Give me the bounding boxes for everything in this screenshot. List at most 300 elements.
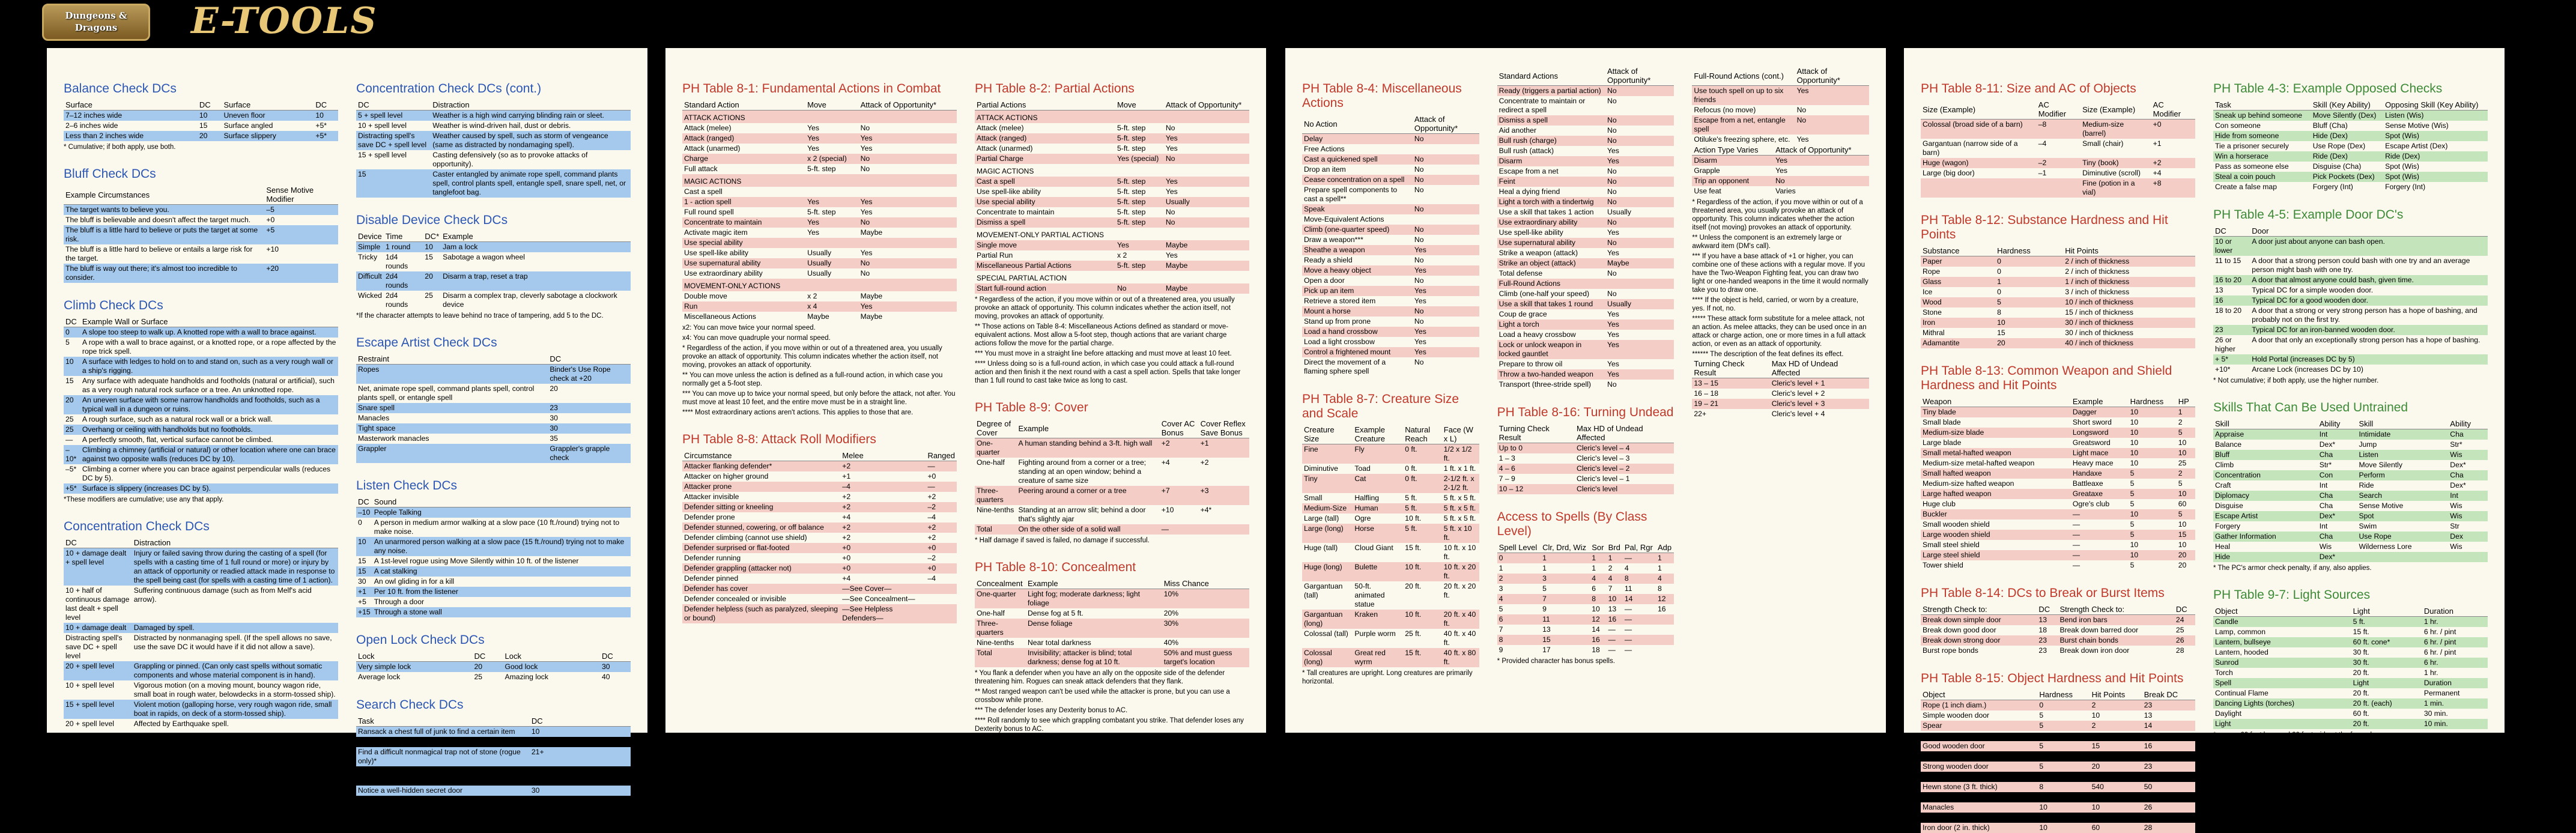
table-cell: Colossal (broad side of a barn) — [1921, 120, 2037, 139]
table-cell: Attacker invisible — [684, 492, 739, 501]
column-header: AC Modifier — [2151, 100, 2195, 120]
table-cell: Good lock — [503, 662, 600, 673]
table-cell: 26 or higher — [2215, 336, 2235, 353]
table-cell: 5 — [2129, 489, 2177, 499]
table-cell: Dancing Lights (torches) — [2213, 698, 2351, 709]
table-cell: No — [860, 124, 870, 132]
table-cell: Coup de grace — [1499, 310, 1547, 318]
table-cell: Permanent — [2423, 689, 2460, 697]
table-cell: 40% — [1163, 638, 1179, 647]
table-cell: Lantern, bullseye — [2213, 637, 2351, 647]
table-cell: 2 — [2178, 418, 2183, 426]
table-row — [682, 217, 957, 228]
table-cell: 5 — [2039, 752, 2044, 760]
column-header: Attack of Opportunity* — [859, 100, 957, 111]
table-cell: An unarmored person walking at a slow pace (15 ft./round) trying not to make any noise. — [372, 537, 631, 556]
table-cell: Yes — [1414, 338, 1426, 346]
column-header: Adp — [1656, 542, 1674, 553]
table-cell: 10 — [2130, 459, 2139, 467]
table-header-row — [1497, 66, 1674, 86]
table-cell: Yes — [1607, 360, 1619, 368]
table-cell: Break down simple door — [1921, 615, 2037, 626]
table-row — [2213, 688, 2488, 698]
table-cell: No — [1164, 154, 1249, 164]
table-cell: Yes — [1165, 187, 1178, 196]
table-cell: Use a skill that takes 1 round — [1497, 299, 1605, 309]
table-cell: Typical DC for a good wooden door. — [2250, 295, 2488, 306]
table-cell: –4 — [840, 482, 926, 492]
table-cell: 15 + spell level — [358, 151, 407, 159]
table-cell: 1 — [1499, 564, 1503, 572]
table-cell: Weather caused by spell, such as storm of vengeance (same as distracted by nondamaging spell). — [431, 131, 631, 150]
table-cell: Tricky — [358, 253, 378, 261]
table-cell: Run — [682, 301, 805, 312]
table-title: PH Table 8-12: Substance Hardness and Hit Points — [1921, 213, 2168, 241]
table-cell: 15 — [356, 566, 372, 577]
table-cell: 2 — [2090, 721, 2142, 731]
table-cell: –4 — [927, 513, 936, 521]
table-cell: 5 — [2039, 732, 2044, 740]
table-cell: Hewn stone (3 ft. thick) — [1921, 782, 2037, 792]
table-cell: –4 — [2038, 139, 2047, 148]
table-cell: Yes — [860, 144, 873, 153]
table-cell: Str* — [2319, 461, 2332, 469]
table-cell: No — [1605, 177, 1674, 187]
table-cell: 21+ — [530, 747, 631, 766]
column-header: Spell Level — [1497, 542, 1541, 553]
table-cell: Peering around a corner or a tree — [1016, 486, 1159, 505]
column-header: Break DC — [2142, 689, 2195, 700]
page-combat-actions — [665, 48, 1266, 733]
table-row — [1302, 347, 1479, 357]
table-cell: 10 — [2177, 489, 2195, 499]
table-cell: Daylight — [2215, 709, 2242, 718]
table-row — [682, 164, 957, 174]
table-cell: 4 — [1497, 594, 1541, 604]
table-cell: Cease concentration on a spell — [1302, 175, 1413, 185]
table-footnote: * Regardless of the action, if you move within or out of a threatened area, you usually provoke an attack of opportunity. This column indicates whether the action itself (not moving) provokes an attack of opportunity. — [1692, 199, 1863, 231]
table-row — [2213, 542, 2488, 552]
table-header-row — [356, 231, 631, 242]
table-cell: Wis — [2448, 511, 2488, 521]
column-header: Door — [2250, 226, 2488, 237]
table-cell: Battleaxe — [2072, 479, 2103, 488]
table-cell: Spell — [2213, 678, 2351, 688]
table-cell: 1 hr. — [2423, 668, 2438, 677]
table-cell: 20 — [473, 662, 503, 673]
table-cell: No — [1413, 154, 1479, 165]
table-cell: +2 — [840, 523, 926, 533]
table-row — [682, 279, 957, 291]
table-cell: Typical DC for a simple wooden door. — [2252, 286, 2374, 294]
column-header: Hardness — [1995, 246, 2063, 256]
column-header: Attack of Opportunity* — [1774, 145, 1869, 156]
table-cell: 5 — [2037, 762, 2090, 772]
column-header: Attack of Opportunity* — [1413, 114, 1479, 134]
table-cell: Iron — [1921, 318, 1995, 328]
table-row — [682, 301, 957, 312]
table-row — [64, 445, 338, 464]
table-cell: Disarm a trap, reset a trap — [441, 271, 631, 291]
table-cell: Average lock — [358, 673, 401, 681]
table-cell: Total — [975, 648, 1026, 667]
table-cell: 16 — [1657, 605, 1666, 613]
table-cell: Trip an opponent — [1692, 176, 1774, 186]
table-row — [1302, 255, 1479, 265]
table-cell: Hide — [2213, 552, 2318, 562]
table-cell: 5 — [1499, 605, 1503, 613]
table-cell: 13 — [1542, 625, 1551, 634]
dnd-logo[interactable]: Dungeons & Dragons — [42, 4, 150, 41]
table-row — [1302, 317, 1479, 327]
table-cell: Three-quarters — [975, 486, 1016, 505]
table-cell: Notice a well-hidden secret door — [356, 786, 530, 796]
table-cell: Dex* — [2450, 481, 2466, 489]
table-cell: –4 — [927, 574, 936, 583]
table-row — [64, 121, 338, 131]
table-cell: MAGIC ACTIONS — [977, 167, 1034, 175]
table-row — [975, 505, 1249, 524]
data-table — [975, 578, 1249, 667]
table-footnote: x4: You can move quadruple your normal speed. — [682, 335, 831, 342]
table-cell: Lantern, hooded — [2215, 648, 2268, 656]
table-cell: 10 — [198, 111, 222, 121]
table-title: PH Table 8-14: DCs to Break or Burst Items — [1921, 586, 2165, 600]
table-cell: 25 — [474, 673, 483, 681]
table-footnote: * Regardless of the action, if you move within or out of a threatened area, you usually provoke an attack of opportunity. This column indicates whether the action itself, not moving, provokes an attack of opportunity. — [682, 345, 942, 369]
table-cell: 0 — [1997, 267, 2001, 276]
table-cell: Disarm a complex trap, cleverly sabotage a clockwork device — [443, 291, 617, 309]
table-cell: 60 ft. cone* — [2351, 637, 2422, 647]
table-cell: Cast a spell — [684, 187, 723, 196]
table-cell — [805, 279, 858, 291]
table-cell: Continual Flame — [2215, 689, 2268, 697]
table-cell: 10 — [2130, 418, 2139, 426]
table-cell: Near total darkness — [1028, 638, 1091, 647]
table-row — [1302, 306, 1479, 317]
table-cell: Masonry wall (1 ft. thick) — [1923, 772, 2002, 781]
table-cell: No — [1413, 204, 1479, 214]
table-cell: Open a door — [1304, 276, 1345, 285]
table-row — [2213, 429, 2488, 440]
table-cell: Delay — [1302, 134, 1413, 145]
table-cell: Yes — [1605, 320, 1674, 330]
table-row — [356, 413, 631, 423]
table-cell: 11 to 15 — [2215, 256, 2241, 265]
table-cell: 5 ft. — [1403, 524, 1442, 543]
data-table — [682, 450, 957, 623]
table-row — [682, 512, 957, 523]
table-footnote: *** The defender loses any Dexterity bonus to AC. — [975, 707, 1128, 714]
table-row — [1497, 594, 1674, 604]
table-cell: 22+ — [1694, 410, 1707, 418]
table-cell: Less than 2 inches wide — [64, 131, 198, 141]
table-cell: No — [859, 258, 957, 268]
table-header-row — [1921, 689, 2195, 700]
table-row — [1921, 635, 2195, 646]
column-header: Distraction — [431, 100, 631, 111]
table-cell: 40 ft. x 80 ft. — [1442, 648, 1479, 667]
table-row — [1497, 268, 1674, 279]
table-row — [64, 327, 338, 338]
table-cell: Dex — [2448, 532, 2488, 542]
table-row — [1921, 428, 2195, 438]
table-cell: — — [2071, 509, 2129, 519]
table-row — [64, 633, 338, 661]
table-cell: +2 — [2151, 158, 2195, 168]
table-cell: 1 — [1542, 564, 1547, 572]
table-cell: 35 — [550, 434, 558, 443]
column-header: No Action — [1302, 114, 1413, 134]
table-cell: — — [2072, 541, 2080, 549]
table-cell: 10 — [2129, 550, 2177, 560]
table-row — [1921, 550, 2195, 560]
table-cell: Attack (ranged) — [975, 133, 1115, 144]
table-row — [975, 197, 1249, 207]
table-cell: Feint — [1497, 177, 1605, 187]
table-cell: Miscellaneous Partial Actions — [975, 261, 1115, 271]
column-header: Move — [1115, 100, 1164, 111]
table-row — [682, 492, 957, 502]
table-row — [356, 566, 631, 577]
table-cell: 10 — [1607, 594, 1623, 604]
table-row — [975, 133, 1249, 144]
table-row — [1497, 248, 1674, 258]
table-row — [1921, 287, 2195, 297]
table-cell — [805, 238, 858, 248]
table-cell: 60 — [2178, 500, 2187, 508]
table-cell: 2d4 rounds — [384, 271, 423, 291]
table-cell: Move a heavy object — [1302, 265, 1413, 276]
table-cell: Notice a typical secret door or a simple trap — [358, 738, 499, 746]
column-header: Cover AC Bonus — [1160, 419, 1199, 438]
table-row — [2213, 709, 2488, 719]
table-cell: Light a torch — [1497, 320, 1605, 330]
table-header-row — [975, 578, 1249, 589]
data-table — [1497, 66, 1674, 390]
table-cell: 5 — [2129, 468, 2177, 479]
table-cell: 20 ft. — [2353, 689, 2369, 697]
table-cell: Concentrate to maintain — [682, 217, 805, 228]
table-cell: Violent motion (galloping horse, very rough wagon ride, small boat in rapids, on deck of a storm-tossed ship). — [132, 700, 338, 719]
table-cell — [2448, 552, 2488, 562]
table-cell: Huge club — [1923, 500, 1956, 508]
table-cell: Chain — [1923, 793, 1942, 801]
table-row — [1921, 277, 2195, 287]
table-cell: No — [1607, 289, 1617, 298]
table-cell: 15 + spell level — [64, 700, 132, 719]
table-cell: Rope — [1923, 267, 1941, 276]
table-cell: Wis — [2450, 542, 2462, 551]
table-cell: 5 — [2037, 741, 2090, 751]
table-cell: Use spell-like ability — [977, 187, 1041, 196]
table-cell: Torch — [2215, 668, 2233, 677]
table-cell: Masterwork manacles — [358, 434, 429, 443]
table-row — [1497, 238, 1674, 248]
table-cell: Tiny — [1302, 474, 1353, 493]
table-cell: Cleric's level – 3 — [1577, 454, 1630, 462]
table-row — [1921, 530, 2195, 540]
table-cell: 90 — [2091, 772, 2100, 781]
table-cell: Through a stone wall — [372, 607, 631, 617]
table-row — [64, 338, 338, 357]
table-cell: Buckler — [1921, 509, 2071, 519]
table-row — [1921, 328, 2195, 338]
data-table — [2213, 419, 2488, 562]
table-cell: Medium-size blade — [1921, 428, 2071, 438]
table-row — [64, 414, 338, 425]
table-cell: No — [1413, 306, 1479, 317]
table-cell: Hide (Dex) — [2311, 131, 2383, 141]
table-footnote: *** You can move up to twice your normal speed, but only before the attack, not after. You must move at least 10 feet, and the entire move must be in a straight line. — [682, 390, 956, 406]
table-row — [1692, 115, 1869, 135]
table-row — [682, 238, 957, 248]
data-table — [64, 538, 338, 729]
table-cell: Wis — [2448, 450, 2488, 460]
table-row — [356, 766, 631, 786]
table-title: PH Table 8-15: Object Hardness and Hit Points — [1921, 671, 2184, 685]
table-cell: 5 — [2130, 561, 2135, 569]
column-header: Light — [2351, 606, 2422, 617]
table-cell: Double move — [684, 292, 727, 300]
table-cell: 15 — [1541, 635, 1590, 645]
table-cell: 10 ft. x 10 ft. — [1443, 544, 1476, 561]
data-table — [1921, 100, 2195, 198]
table-cell: 1 round — [384, 242, 423, 253]
table-cell: Usually — [1605, 299, 1674, 309]
table-cell: 20 ft. x 40 ft. — [1442, 610, 1479, 629]
table-cell: Toad — [1354, 464, 1371, 473]
table-cell: Use feat — [1694, 187, 1721, 195]
data-table — [356, 716, 631, 796]
table-cell: 1 — [1541, 553, 1590, 564]
table-row — [356, 150, 631, 169]
table-cell: Tiny (book) — [2080, 158, 2151, 168]
table-row — [356, 662, 631, 673]
table-cell: Wis — [2319, 542, 2332, 551]
table-cell: 20 + spell level — [64, 661, 132, 680]
table-cell: 5 — [65, 338, 70, 347]
table-cell: Intimidate — [2357, 429, 2448, 440]
table-cell: No — [1605, 217, 1674, 228]
table-cell: Small (chair) — [2082, 139, 2124, 148]
data-table — [1921, 689, 2195, 833]
table-row — [1497, 380, 1674, 390]
table-cell: Attack (melee) — [684, 124, 732, 132]
table-cell: Small blade — [1923, 418, 1961, 426]
table-row — [1302, 474, 1479, 493]
table-row — [2213, 131, 2488, 141]
table-header-row — [64, 185, 338, 205]
table-header-row — [356, 354, 631, 365]
table-cell: 540 — [2090, 782, 2142, 792]
column-header: Partial Actions — [975, 100, 1115, 111]
table-cell: Jam a lock — [441, 242, 631, 253]
table-row — [975, 123, 1249, 133]
table-cell: Yes — [860, 249, 873, 257]
table-cell: Distracted by nonmanaging spell. (If the spell allows no save, use the save DC it would have if it did not allow a save). — [133, 634, 332, 651]
table-cell: 2–6 inches wide — [65, 121, 118, 130]
table-cell: 30 min. — [2423, 709, 2448, 718]
table-cell: Yes — [1605, 369, 1674, 380]
table-cell: Dex* — [2318, 552, 2357, 562]
column-header: Opposing Skill (Key Ability) — [2383, 100, 2488, 111]
table-row — [1302, 286, 1479, 296]
table-cell: 16 to 20 — [2213, 275, 2250, 285]
table-cell: Cleric's level – 1 — [1577, 474, 1630, 483]
table-row — [356, 597, 631, 607]
table-cell: 10 — [530, 727, 631, 738]
table-cell: Wicked — [358, 291, 382, 300]
table-row — [1302, 493, 1479, 503]
table-cell: Yes — [1413, 286, 1479, 296]
column-header: Object — [1921, 689, 2037, 700]
table-row — [682, 154, 957, 164]
table-cell: 23 — [2038, 646, 2047, 655]
table-cell: No — [1607, 269, 1617, 277]
table-cell: Medium-Size — [1302, 503, 1353, 513]
table-cell: Int — [2319, 481, 2328, 489]
table-cell: 30 ft. — [2351, 658, 2422, 668]
table-cell: Load a heavy crossbow — [1499, 330, 1576, 339]
table-cell: — — [1623, 553, 1656, 564]
table-cell: 19 – 21 — [1692, 399, 1769, 409]
table-cell: 25 — [65, 415, 74, 423]
column-header: Hardness — [2129, 396, 2177, 407]
table-header-row — [975, 100, 1249, 111]
table-cell: 5-ft. step — [1115, 197, 1164, 207]
table-cell: Dense foliage — [1026, 619, 1162, 638]
table-row — [1497, 187, 1674, 197]
table-cell: Medium-size hafted weapon — [1923, 479, 2014, 488]
column-header: DC — [473, 651, 503, 662]
table-cell: 23 — [2142, 762, 2195, 772]
table-row — [975, 261, 1249, 271]
table-cell: 11 — [1624, 584, 1632, 593]
table-cell: +2 — [1200, 458, 1209, 467]
table-cell: 16 — [1590, 635, 1606, 645]
table-cell: Break down good door — [1923, 626, 1996, 634]
table-cell: 2d4 rounds — [385, 291, 408, 309]
table-cell: Suffering continuous damage (such as from Melf's acid arrow). — [133, 586, 312, 604]
table-footnote: **** Most extraordinary actions aren't actions. This applies to those that are. — [682, 409, 914, 416]
column-header: AC Modifier — [2037, 100, 2080, 120]
table-header-row — [1921, 100, 2195, 120]
table-cell: Listen (Wis) — [2383, 111, 2488, 121]
table-cell: Escape from a net, entangle spell — [1692, 115, 1795, 135]
table-cell: 10 — [2129, 428, 2177, 438]
table-cell: +2 — [1160, 438, 1199, 458]
table-cell: Yes — [1607, 147, 1619, 155]
table-title: PH Table 8-7: Creature Size and Scale — [1302, 392, 1459, 420]
table-row — [1497, 96, 1674, 115]
table-row — [356, 556, 631, 566]
table-cell: 13 — [2037, 615, 2058, 626]
table-cell: 30 — [530, 786, 631, 796]
table-cell: 25 — [425, 291, 433, 300]
table-row — [2213, 335, 2488, 354]
table-cell — [859, 111, 957, 124]
table-cell: 10 + spell level — [358, 121, 407, 130]
table-cell: 28 — [2144, 813, 2153, 822]
table-cell: +1 — [2153, 139, 2162, 148]
table-row — [1497, 584, 1674, 594]
table-cell: Longsword — [2071, 428, 2129, 438]
table-row — [356, 727, 631, 738]
column-header: Example — [2071, 396, 2129, 407]
table-cell: 35 — [2144, 772, 2153, 781]
table-cell: 20 + spell level — [65, 719, 114, 728]
